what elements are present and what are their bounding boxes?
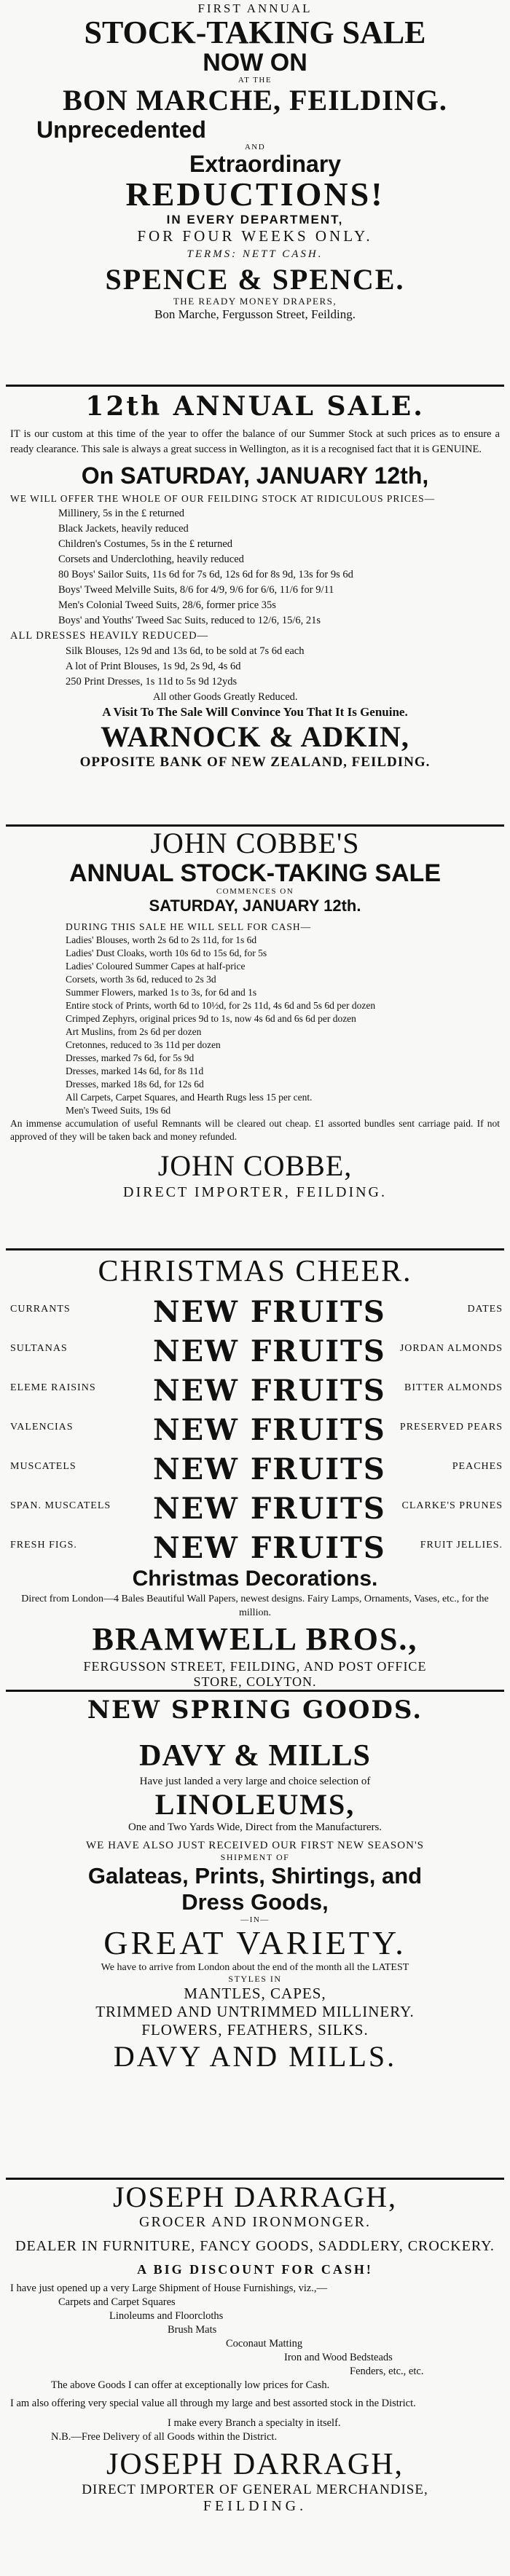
ad5-arrive: We have to arrive from London about the end of the month all the LATEST: [101, 1962, 409, 1973]
ad3-item: Summer Flowers, marked 1s to 3s, for 6d and 1s: [66, 987, 257, 998]
ad2-item: Millinery, 5s in the £ returned: [58, 508, 185, 519]
ad5-yards: One and Two Yards Wide, Direct from the Manufacturers.: [128, 1821, 382, 1833]
rule-1: [6, 385, 504, 387]
fruit-mid: NEW FRUITS: [153, 1413, 386, 1447]
fruit-right: JORDAN ALMONDS: [399, 1343, 503, 1354]
ad6-firm: JOSEPH DARRAGH,: [106, 2448, 404, 2481]
fruit-row: [7, 1330, 503, 1369]
fruit-mid: NEW FRUITS: [153, 1295, 386, 1329]
ad5-goods2: Dress Goods,: [181, 1889, 329, 1915]
ad2-dress-items: [7, 644, 503, 705]
fruit-left: VALENCIAS: [10, 1422, 74, 1433]
ad3-item: Cretonnes, reduced to 3s 11d per dozen: [66, 1039, 221, 1050]
ad6-line: Carpets and Carpet Squares: [58, 2296, 176, 2308]
ad2-firm: WARNOCK & ADKIN,: [101, 720, 409, 753]
ad6-line: N.B.—Free Delivery of all Goods within the District.: [51, 2431, 278, 2443]
ad5-shipment: SHIPMENT OF: [220, 1852, 290, 1862]
ad3-item: Dresses, marked 18s 6d, for 12s 6d: [66, 1079, 204, 1090]
ad3-item: All Carpets, Carpet Squares, and Hearth Rugs less 15 per cent.: [66, 1092, 313, 1103]
fruit-row: [7, 1527, 503, 1566]
ad6-line: Linoleums and Floorcloths: [109, 2310, 224, 2322]
ad-spence: [7, 1, 503, 322]
ad6-line: Brush Mats: [168, 2324, 217, 2336]
ad6-importer: DIRECT IMPORTER OF GENERAL MERCHANDISE,: [82, 2482, 428, 2497]
ad6-line: I make every Branch a specialty in itself.: [168, 2417, 341, 2429]
rule-4: [6, 1690, 504, 1692]
ad1-line1: FIRST ANNUAL: [197, 1, 313, 15]
ad1-now-on: NOW ON: [203, 50, 307, 76]
ad6-town: FEILDING.: [203, 2498, 307, 2514]
fruit-right: PRESERVED PEARS: [399, 1422, 503, 1433]
ad3-date: SATURDAY, JANUARY 12th.: [149, 897, 361, 915]
fruit-row: [7, 1369, 503, 1409]
ad3-commences: COMMENCES ON: [216, 887, 294, 896]
ad2-item: Corsets and Underclothing, heavily reduced: [58, 554, 244, 565]
ad6-line: The above Goods I can offer at exceptionally low prices for Cash.: [51, 2379, 330, 2391]
ad1-extraordinary: Extraordinary: [189, 151, 342, 176]
ad1-drapers: THE READY MONEY DRAPERS,: [173, 296, 337, 307]
ad2-date: On SATURDAY, JANUARY 12th,: [81, 462, 429, 489]
fruit-right: FRUIT JELLIES.: [420, 1540, 503, 1551]
fruit-left: CURRANTS: [10, 1304, 71, 1315]
fruit-left: ELEME RAISINS: [10, 1382, 96, 1393]
fruit-right: CLARKE'S PRUNES: [401, 1500, 503, 1511]
ad3-items: [7, 921, 503, 1117]
ad3-item: DURING THIS SALE HE WILL SELL FOR CASH—: [66, 921, 312, 932]
ad5-received: WE HAVE ALSO JUST RECEIVED OUR FIRST NEW SEASON'S: [86, 1840, 424, 1851]
ad4-firm: BRAMWELL BROS.,: [92, 1621, 418, 1657]
ad6-discount: A BIG DISCOUNT FOR CASH!: [137, 2262, 373, 2277]
ad3-item: Entire stock of Prints, worth 6d to 10½d, for 2s 11d, 4s 6d and 5s 6d per dozen: [66, 1000, 376, 1011]
ad1-terms: TERMS: NETT CASH.: [187, 248, 323, 260]
ad4-headline: CHRISTMAS CHEER.: [98, 1255, 412, 1288]
fruit-mid: NEW FRUITS: [153, 1531, 386, 1565]
ad5-headline: NEW SPRING GOODS.: [87, 1695, 423, 1725]
fruit-row: [7, 1409, 503, 1448]
ad2-intro: IT is our custom at this time of the year to offer the balance of our Summer Stock at such prices as to ensure a ready clearance. This sale is always a great success in Wellington, as it is a recognised fact that it is GENUINE.: [10, 428, 500, 455]
ad5-linoleums: LINOLEUMS,: [154, 1788, 356, 1821]
fruit-right: PEACHES: [452, 1461, 503, 1472]
ad2-offer: WE WILL OFFER THE WHOLE OF OUR FEILDING STOCK AT RIDICULOUS PRICES—: [10, 493, 436, 504]
ad6-line: Coconaut Matting: [226, 2338, 303, 2349]
ad5-landed: Have just landed a very large and choice selection of: [139, 1776, 371, 1787]
ad5-styles: STYLES IN: [228, 1974, 282, 1984]
ad2-headline: 12th ANNUAL SALE.: [85, 391, 425, 422]
ad3-item: Men's Tweed Suits, 19s 6d: [66, 1105, 171, 1116]
ad-davy-mills: [7, 1694, 503, 2074]
ad2-item: Boys' and Youths' Tweed Sac Suits, reduced to 12/6, 15/6, 21s: [58, 615, 321, 626]
ad-darragh: [7, 2181, 503, 2515]
ad3-item: Corsets, worth 3s 6d, reduced to 2s 3d: [66, 974, 216, 985]
ad3-footer: An immense accumulation of useful Remnants will be cleared out cheap. £1 assorted bundles sent carriage paid. If not approved of they will be taken back and money refunded.: [10, 1118, 500, 1142]
ad3-item: Ladies' Dust Cloaks, worth 10s 6d to 15s 6d, for 5s: [66, 948, 267, 958]
ad3-item: Dresses, marked 14s 6d, for 8s 11d: [66, 1066, 204, 1076]
ad6-line: I have just opened up a very Large Shipment of House Furnishings, viz.,—: [10, 2282, 328, 2294]
fruit-mid: NEW FRUITS: [153, 1452, 386, 1486]
ad2-item: Children's Costumes, 5s in the £ returned: [58, 538, 233, 550]
ad5-flowers: FLOWERS, FEATHERS, SILKS.: [141, 2021, 369, 2039]
ad5-trimmed: TRIMMED AND UNTRIMMED MILLINERY.: [95, 2003, 415, 2020]
ad2-dress-item: Silk Blouses, 12s 9d and 13s 6d, to be sold at 7s 6d each: [66, 645, 305, 657]
ad5-in: —IN—: [240, 1915, 270, 1924]
ad6-body: [7, 2282, 503, 2444]
ad6-line: Iron and Wood Bedsteads: [284, 2352, 393, 2363]
ad2-dress-item: All other Goods Greatly Reduced.: [153, 691, 298, 703]
ad6-line: Fenders, etc., etc.: [350, 2366, 424, 2377]
ad4-decorations: Christmas Decorations.: [132, 1567, 378, 1591]
ad3-item: Dresses, marked 7s 6d, for 5s 9d: [66, 1052, 195, 1063]
ad4-address1: FERGUSSON STREET, FEILDING, AND POST OFFICE: [83, 1659, 427, 1674]
ad2-dress-item: 250 Print Dresses, 1s 11d to 5s 9d 12yds: [66, 676, 238, 688]
fruit-row: [7, 1448, 503, 1487]
ad2-dress-item: A lot of Print Blouses, 1s 9d, 2s 9d, 4s 6d: [66, 661, 241, 672]
fruit-left: MUSCATELS: [10, 1461, 76, 1472]
ad4-address2: STORE, COLYTON.: [193, 1674, 317, 1689]
fruit-left: SULTANAS: [10, 1343, 68, 1354]
fruit-left: FRESH FIGS.: [10, 1540, 77, 1551]
ad6-dealer: DEALER IN FURNITURE, FANCY GOODS, SADDLERY, CROCKERY.: [15, 2238, 495, 2254]
ad1-firm: SPENCE & SPENCE.: [105, 264, 405, 296]
ad3-item: Art Muslins, from 2s 6d per dozen: [66, 1026, 202, 1037]
fruit-left: SPAN. MUSCATELS: [10, 1500, 111, 1511]
fruit-right: DATES: [467, 1304, 503, 1315]
ad6-line: I am also offering very special value all through my large and best assorted stock in the District.: [10, 2398, 416, 2409]
ad1-unprecedented: Unprecedented: [36, 117, 206, 143]
rule-2: [6, 824, 504, 827]
ad1-every-dept: IN EVERY DEPARTMENT,: [166, 213, 344, 227]
ad1-four-weeks: FOR FOUR WEEKS ONLY.: [137, 227, 373, 245]
ad3-firm: JOHN COBBE,: [157, 1149, 353, 1182]
ad-cobbe: [7, 827, 503, 1201]
ad3-item: Crimped Zephyrs, original prices 9d to 1s, now 4s 6d and 6s 6d per dozen: [66, 1013, 356, 1024]
ad3-headline: ANNUAL STOCK-TAKING SALE: [69, 859, 441, 887]
ad3-address: DIRECT IMPORTER, FEILDING.: [123, 1184, 387, 1200]
ad1-reductions: REDUCTIONS!: [125, 176, 385, 213]
ad2-items: [7, 506, 503, 629]
fruit-row: [7, 1487, 503, 1527]
fruit-mid: NEW FRUITS: [153, 1334, 386, 1368]
ad2-item: Boys' Tweed Melville Suits, 8/6 for 4/9, 9/6 for 6/6, 11/6 for 9/11: [58, 584, 334, 596]
ad2-item: 80 Boys' Sailor Suits, 11s 6d for 7s 6d, 12s 6d for 8s 9d, 13s for 9s 6d: [58, 569, 353, 580]
ad-bramwell: [7, 1253, 503, 1690]
fruit-right: BITTER ALMONDS: [404, 1382, 503, 1393]
ad3-name: JOHN COBBE'S: [150, 827, 360, 859]
fruit-row: [7, 1291, 503, 1330]
ad6-name: JOSEPH DARRAGH,: [112, 2181, 398, 2213]
ad-warnock: [7, 390, 503, 771]
ad1-headline: STOCK-TAKING SALE: [84, 16, 426, 50]
ad5-firm: DAVY & MILLS: [139, 1739, 371, 1773]
ad3-item: Ladies' Blouses, worth 2s 6d to 2s 11d, for 1s 6d: [66, 934, 257, 945]
fruit-mid: NEW FRUITS: [153, 1374, 386, 1408]
ad2-item: Black Jackets, heavily reduced: [58, 523, 189, 535]
ad2-address: OPPOSITE BANK OF NEW ZEALAND, FEILDING.: [79, 755, 431, 770]
ad1-address: Bon Marche, Fergusson Street, Feilding.: [154, 307, 356, 321]
ad6-trade: GROCER AND IRONMONGER.: [139, 2214, 371, 2230]
rule-5: [6, 2178, 504, 2180]
ad5-goods1: Galateas, Prints, Shirtings, and: [87, 1863, 423, 1888]
ad4-direct: Direct from London—4 Bales Beautiful Wall Papers, newest designs. Fairy Lamps, Ornaments, Vases, etc., for the million.: [21, 1594, 489, 1618]
ad5-mantles: MANTLES, CAPES,: [184, 1985, 326, 2002]
ad1-location: BON MARCHE, FEILDING.: [63, 84, 447, 117]
fruit-mid: NEW FRUITS: [153, 1492, 386, 1526]
ad1-and: AND: [244, 143, 266, 151]
ad3-item: Ladies' Coloured Summer Capes at half-price: [66, 961, 246, 972]
ad2-item: Men's Colonial Tweed Suits, 28/6, former price 35s: [58, 599, 276, 611]
ad2-dresses: ALL DRESSES HEAVILY REDUCED—: [10, 630, 209, 642]
ad5-variety: GREAT VARIETY.: [103, 1924, 407, 1961]
rule-3: [6, 1248, 504, 1250]
ad5-firm2: DAVY AND MILLS.: [113, 2040, 397, 2073]
ad1-at-the: AT THE: [238, 76, 272, 84]
ad2-visit: A Visit To The Sale Will Convince You That It Is Genuine.: [102, 705, 408, 719]
